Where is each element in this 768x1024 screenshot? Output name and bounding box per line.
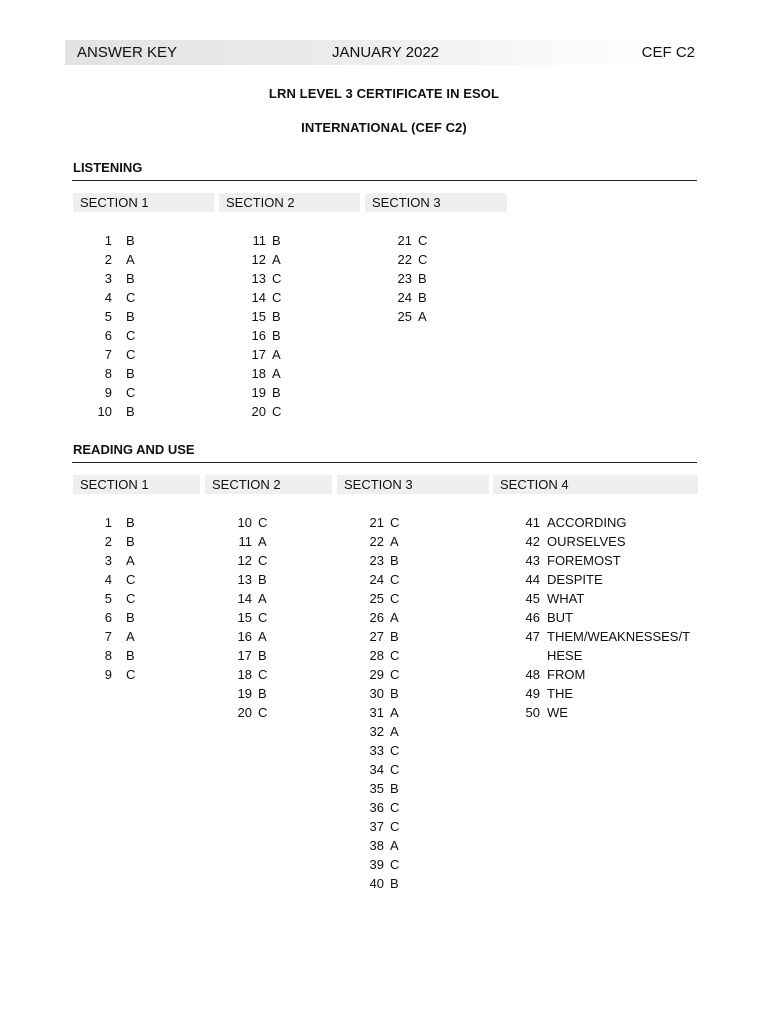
answer-row [0, 589, 700, 608]
answer-row [0, 383, 400, 402]
answer-row [0, 570, 700, 589]
answer-value: OURSELVES [547, 534, 626, 549]
question-number: 22 [369, 534, 384, 549]
question-number: 17 [251, 347, 266, 362]
listening-section-3-answers [0, 231, 500, 326]
question-number: 50 [525, 705, 540, 720]
question-number: 13 [237, 572, 252, 587]
question-number: 16 [237, 629, 252, 644]
answer-value: A [272, 252, 281, 267]
question-number: 7 [104, 629, 112, 644]
question-number: 20 [251, 404, 266, 419]
answer-value: A [390, 705, 399, 720]
answer-row [0, 665, 700, 684]
question-number: 22 [397, 252, 412, 267]
answer-value: A [272, 366, 281, 381]
listening-section-2-header: SECTION 2 [219, 193, 360, 212]
answer-row [0, 364, 400, 383]
question-number: 7 [104, 347, 112, 362]
answer-value: DESPITE [547, 572, 603, 587]
question-number: 23 [397, 271, 412, 286]
answer-value: A [418, 309, 427, 324]
listening-section-1-header: SECTION 1 [73, 193, 214, 212]
answer-row [0, 608, 700, 627]
question-number: 10 [97, 404, 112, 419]
question-number: 5 [104, 591, 112, 606]
reading-section-4-header: SECTION 4 [493, 475, 698, 494]
answer-value: C [126, 328, 136, 343]
question-number: 25 [369, 591, 384, 606]
answer-row [0, 326, 400, 345]
answer-value: B [126, 366, 135, 381]
answer-value: BUT [547, 610, 573, 625]
reading-section-1-header: SECTION 1 [73, 475, 200, 494]
answer-row [0, 779, 500, 798]
answer-value: B [258, 648, 267, 663]
answer-value: C [390, 800, 400, 815]
answer-value: A [390, 610, 399, 625]
document-title: LRN LEVEL 3 CERTIFICATE IN ESOL [268, 86, 500, 101]
answer-value: B [390, 553, 399, 568]
answer-row [0, 513, 700, 532]
answer-value: B [272, 309, 281, 324]
question-number: 19 [237, 686, 252, 701]
question-number: 47 [525, 629, 540, 644]
question-number: 6 [104, 610, 112, 625]
question-number: 11 [238, 534, 252, 549]
question-number: 19 [251, 385, 266, 400]
question-number: 12 [251, 252, 266, 267]
question-number: 14 [251, 290, 266, 305]
reading-section-3-header: SECTION 3 [337, 475, 489, 494]
answer-row [0, 646, 700, 665]
answer-value: C [258, 553, 268, 568]
answer-value: A [126, 553, 135, 568]
question-number: 6 [104, 328, 112, 343]
question-number: 18 [237, 667, 252, 682]
answer-value: FROM [547, 667, 586, 682]
answer-value: C [418, 233, 428, 248]
question-number: 32 [369, 724, 384, 739]
answer-row [0, 250, 500, 269]
question-number: 10 [237, 515, 252, 530]
answer-value: C [418, 252, 428, 267]
question-number: 3 [104, 553, 112, 568]
answer-row [0, 307, 500, 326]
question-number: 26 [369, 610, 384, 625]
answer-row [0, 817, 500, 836]
question-number: 21 [369, 515, 384, 530]
question-number: 12 [237, 553, 252, 568]
question-number: 3 [104, 271, 112, 286]
answer-row [0, 760, 500, 779]
question-number: 45 [525, 591, 540, 606]
question-number: 21 [397, 233, 412, 248]
answer-value: B [272, 385, 281, 400]
answer-value: C [126, 290, 136, 305]
answer-value: C [126, 385, 136, 400]
question-number: 34 [369, 762, 384, 777]
question-number: 8 [104, 366, 112, 381]
answer-value: B [126, 515, 135, 530]
answer-value: A [258, 534, 267, 549]
question-number: 38 [369, 838, 384, 853]
answer-value: B [126, 404, 135, 419]
question-number: 42 [525, 534, 540, 549]
answer-value: C [126, 667, 136, 682]
answer-value: A [390, 724, 399, 739]
answer-row [0, 836, 500, 855]
answer-value: FOREMOST [547, 553, 621, 568]
question-number: 2 [104, 252, 112, 267]
answer-value: A [258, 629, 267, 644]
question-number: 14 [237, 591, 252, 606]
answer-value: B [126, 610, 135, 625]
question-number: 36 [369, 800, 384, 815]
question-number: 25 [397, 309, 412, 324]
answer-value: A [390, 838, 399, 853]
answer-value: WE [547, 705, 568, 720]
question-number: 30 [369, 686, 384, 701]
question-number: 43 [525, 553, 540, 568]
question-number: 9 [104, 385, 112, 400]
answer-row [0, 741, 500, 760]
answer-value: C [272, 290, 282, 305]
question-number: 29 [369, 667, 384, 682]
answer-row [0, 722, 500, 741]
answer-value: B [258, 686, 267, 701]
question-number: 4 [104, 290, 112, 305]
header-level: CEF C2 [641, 44, 695, 61]
answer-value: C [126, 347, 136, 362]
answer-value: A [126, 629, 135, 644]
answer-row [0, 874, 500, 893]
question-number: 41 [525, 515, 540, 530]
answer-row [0, 231, 500, 250]
question-number: 27 [369, 629, 384, 644]
answer-row [0, 855, 500, 874]
answer-value: B [418, 290, 427, 305]
answer-value: B [390, 629, 399, 644]
reading-section-4-answers [0, 513, 700, 722]
question-number: 13 [251, 271, 266, 286]
reading-section-2-header: SECTION 2 [205, 475, 332, 494]
answer-value: WHAT [547, 591, 585, 606]
question-number: 37 [369, 819, 384, 834]
answer-row [0, 532, 700, 551]
question-number: 4 [104, 572, 112, 587]
answer-value: A [272, 347, 281, 362]
listening-divider [72, 180, 697, 181]
question-number: 1 [104, 515, 112, 530]
answer-value: C [390, 762, 400, 777]
answer-value: B [418, 271, 427, 286]
header-answer-key: ANSWER KEY [77, 44, 178, 61]
question-number: 28 [369, 648, 384, 663]
question-number: 33 [369, 743, 384, 758]
reading-title: READING AND USE [73, 442, 195, 457]
answer-row [0, 627, 700, 646]
answer-row [0, 551, 700, 570]
question-number: 39 [369, 857, 384, 872]
answer-row [0, 288, 500, 307]
answer-value: A [258, 591, 267, 606]
answer-row [0, 798, 500, 817]
answer-value: C [390, 515, 400, 530]
answer-value: HESE [547, 648, 583, 663]
question-number: 5 [104, 309, 112, 324]
question-number: 40 [369, 876, 384, 891]
answer-value: B [126, 271, 135, 286]
answer-value: C [258, 667, 268, 682]
answer-value: C [272, 271, 282, 286]
answer-value: C [390, 591, 400, 606]
answer-row [0, 402, 400, 421]
answer-value: B [390, 686, 399, 701]
answer-row [0, 269, 500, 288]
question-number: 24 [369, 572, 384, 587]
question-number: 18 [251, 366, 266, 381]
answer-value: C [390, 572, 400, 587]
answer-value: C [390, 743, 400, 758]
answer-value: B [272, 328, 281, 343]
question-number: 46 [525, 610, 540, 625]
answer-value: C [258, 515, 268, 530]
answer-value: THE [547, 686, 573, 701]
question-number: 1 [104, 233, 112, 248]
reading-divider [72, 462, 697, 463]
question-number: 48 [525, 667, 540, 682]
answer-value: C [390, 819, 400, 834]
answer-value: B [126, 309, 135, 324]
document-subtitle: INTERNATIONAL (CEF C2) [301, 120, 467, 135]
question-number: 16 [251, 328, 266, 343]
answer-value: A [390, 534, 399, 549]
answer-value: B [258, 572, 267, 587]
answer-row [0, 703, 700, 722]
answer-value: THEM/WEAKNESSES/T [547, 629, 691, 644]
answer-row [0, 345, 400, 364]
answer-value: B [390, 781, 399, 796]
answer-value: B [390, 876, 399, 891]
question-number: 8 [104, 648, 112, 663]
question-number: 35 [369, 781, 384, 796]
question-number: 44 [525, 572, 540, 587]
question-number: 24 [397, 290, 412, 305]
question-number: 17 [237, 648, 252, 663]
question-number: 49 [525, 686, 540, 701]
question-number: 31 [369, 705, 384, 720]
answer-value: C [272, 404, 282, 419]
answer-row [0, 684, 700, 703]
question-number: 11 [252, 233, 266, 248]
answer-value: B [272, 233, 281, 248]
question-number: 20 [237, 705, 252, 720]
question-number: 2 [104, 534, 112, 549]
question-number: 9 [104, 667, 112, 682]
listening-title: LISTENING [73, 160, 143, 175]
answer-value: B [126, 648, 135, 663]
answer-value: C [390, 648, 400, 663]
listening-section-3-header: SECTION 3 [365, 193, 507, 212]
answer-value: C [390, 857, 400, 872]
question-number: 23 [369, 553, 384, 568]
answer-value: A [126, 252, 135, 267]
answer-value: C [390, 667, 400, 682]
answer-value: C [126, 591, 136, 606]
page-header [65, 40, 705, 65]
answer-value: ACCORDING [547, 515, 627, 530]
header-date: JANUARY 2022 [332, 44, 440, 61]
question-number: 15 [251, 309, 266, 324]
answer-value: B [126, 534, 135, 549]
answer-value: C [126, 572, 136, 587]
question-number: 15 [237, 610, 252, 625]
answer-value: C [258, 705, 268, 720]
answer-value: C [258, 610, 268, 625]
answer-value: B [126, 233, 135, 248]
